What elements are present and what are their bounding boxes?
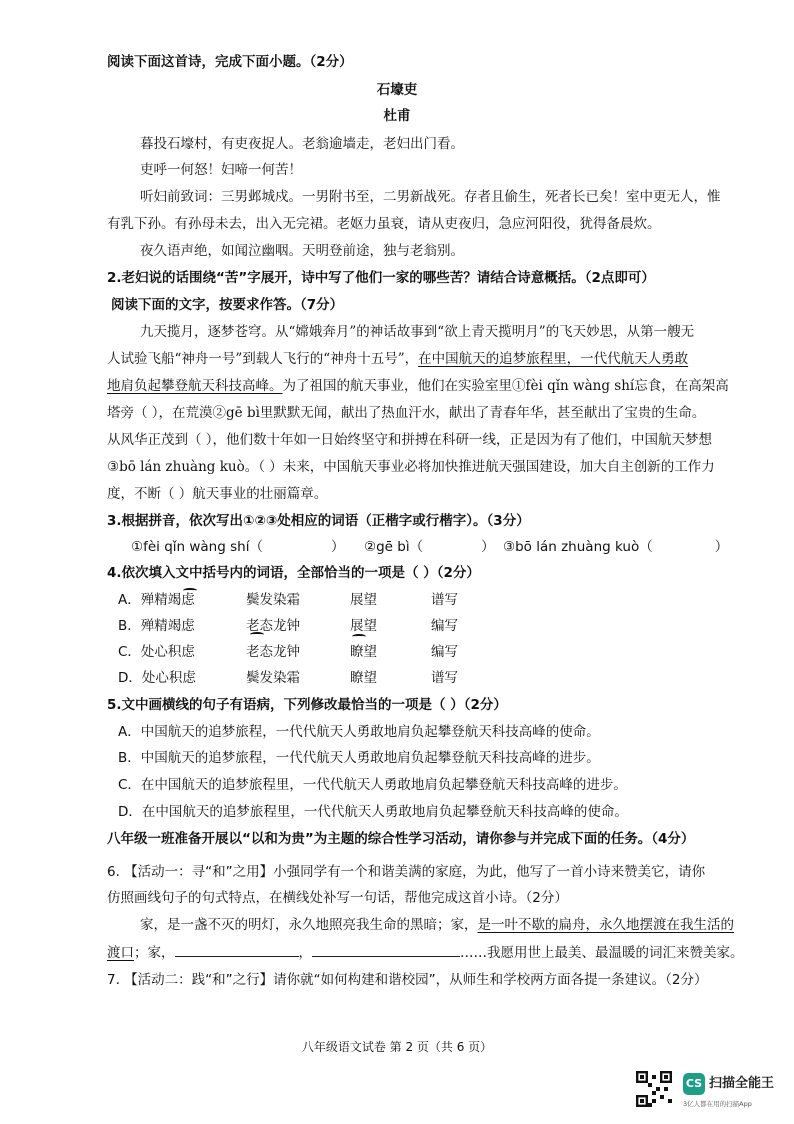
camscanner-logo: CS: [683, 1073, 705, 1095]
underlined-sentence-part-1: 在中国航天的追梦旅程里，一代代航天人勇敢: [418, 351, 689, 367]
q3-blank-1: [131, 537, 344, 557]
poem-line-2: 吏呼一何怒！妇啼一何苦！: [140, 162, 302, 178]
pen-mark: [352, 634, 366, 639]
poem-line-3: 听妇前致词：三男邺城戍。一男附书至，二男新战死。存者且偷生，死者长已矣！室中更无人，惟: [140, 189, 721, 205]
poem-author: 杜甫: [383, 108, 411, 124]
q3-blank-1-close: ）: [330, 539, 345, 555]
qr-code-icon: [636, 1071, 672, 1107]
q4-a-word-4: 谱写: [431, 592, 458, 608]
q4-b-word-1: B．殚精竭虑: [118, 618, 195, 634]
poem-instruction: 阅读下面这首诗，完成下面小题。（2分）: [107, 54, 353, 70]
q4-b-word-3: 展望: [350, 618, 377, 634]
q4-b-word-2: 老态龙钟: [246, 618, 300, 634]
passage-line-2: [107, 349, 688, 369]
passage-line-1: 九天揽月，逐梦苍穹。从“嫦娥奔月”的神话故事到“欲上青天揽明月”的飞天妙思，从第一艘无: [140, 324, 695, 340]
q5-option-b[interactable]: B．中国航天的追梦旅程，一代代航天人勇敢地肩负起攀登航天科技高峰的进步。: [118, 750, 600, 766]
q4-d-word-3: 瞭望: [350, 670, 377, 686]
question-2: 2.老妇说的话围绕“苦”字展开，诗中写了他们一家的哪些苦？请结合诗意概括。（2点即可）: [107, 270, 655, 286]
poem-line-5: 夜久语声绝，如闻泣幽咽。天明登前途，独与老翁别。: [140, 243, 464, 259]
q6-poem-line-2: 渡口；家， ， ……我愿用世上最美、最温暖的词汇来赞美家。: [107, 942, 744, 963]
q5-option-a[interactable]: A．中国航天的追梦旅程，一代代航天人勇敢地肩负起攀登航天科技高峰的使命。: [118, 724, 600, 740]
q6-answer-blank-2[interactable]: [312, 942, 460, 957]
q4-a-word-2: 鬓发染霜: [246, 592, 300, 608]
q6-poem-text: 家，是一盏不灭的明灯，永久地照亮我生命的黑暗；家，: [140, 917, 478, 933]
question-5: 5.文中画横线的句子有语病，下列修改最恰当的一项是（ ）（2分）: [107, 697, 507, 713]
scanner-brand-name: 扫描全能王: [709, 1076, 775, 1091]
q4-b-word-4: 编写: [431, 618, 458, 634]
q4-c-word-4: 编写: [431, 644, 458, 660]
passage-line-6: ③bō lán zhuàng kuò。（ ）未来，中国航天事业必将加快推进航天强国建设，加大自主创新的工作力: [107, 459, 715, 475]
q5-option-c[interactable]: C．在中国航天的追梦旅程里，一代代航天人勇敢地肩负起攀登航天科技高峰的进步。: [118, 777, 627, 793]
pen-mark: [183, 588, 197, 593]
page-footer: 八年级语文试卷 第 2 页（共 6 页）: [301, 1040, 493, 1054]
passage-line-5: 从风华正茂到（ ），他们数十年如一日始终坚守和拼搏在科研一线，正是因为有了他们，中国航天梦想: [107, 432, 713, 448]
q4-d-word-2: 鬓发染霜: [246, 670, 300, 686]
q6-poem-line-1: [140, 915, 734, 935]
q4-c-word-2: 老态龙钟: [246, 644, 300, 660]
q3-blank-3-label: ③bō lán zhuàng kuò（: [503, 539, 653, 555]
activity-intro: 八年级一班准备开展以“以和为贵”为主题的综合性学习活动，请你参与并完成下面的任务。（4分）: [107, 831, 695, 847]
q6-model-sentence-end: 渡口: [107, 945, 134, 961]
q3-blank-1-label: ①fèi qǐn wàng shí（: [131, 539, 263, 555]
passage-line-4: 塔旁（ ），在荒漠②gē bì里默默无闻，献出了热血汗水，献出了青春年华，甚至献出了宝贵的生命。: [107, 405, 706, 421]
q4-d-word-1: D．处心积虑: [118, 670, 196, 686]
passage-line-7: 度，不断（ ）航天事业的壮丽篇章。: [107, 486, 328, 502]
underlined-sentence-part-2: 地肩负起攀登航天科技高峰。: [107, 378, 283, 394]
q4-c-word-3: 瞭望: [350, 644, 377, 660]
scanner-brand-subtitle: 3亿人都在用的扫描App: [683, 1100, 752, 1108]
question-6-line-1: 6. 【活动一：寻“和”之用】小强同学有一个和谐美满的家庭，为此，他写了一首小诗来赞美它，请你: [107, 864, 706, 880]
q3-blank-2-close: ）: [481, 539, 495, 555]
q6-answer-blank-1[interactable]: [175, 942, 299, 957]
question-6-line-2: 仿照画线句子的句式特点，在横线处补写一句话，帮他完成这首小诗。（2分）: [107, 890, 568, 906]
passage-instruction: 阅读下面的文字，按要求作答。（7分）: [111, 297, 344, 313]
poem-line-1: 暮投石壕村，有吏夜捉人。老翁逾墙走，老妇出门看。: [140, 136, 464, 152]
question-3: 3.根据拼音，依次写出①②③处相应的词语（正楷字或行楷字）。（3分）: [107, 513, 530, 529]
q6-poem-prefix: ；家，: [134, 945, 175, 961]
q4-c-word-1: C．处心积虑: [118, 644, 195, 660]
passage-line-3: [107, 376, 729, 396]
question-7: 7. 【活动二：践“和”之行】请你就“如何构建和谐校园”，从师生和学校两方面各提一条建议。（2分）: [107, 972, 708, 988]
q4-a-word-1: A．殚精竭虑: [118, 592, 195, 608]
passage-line-3-text: 为了祖国的航天事业，他们在实验室里①fèi qǐn wàng shí忘食，在高架高: [282, 378, 729, 394]
poem-line-4: 有乳下孙。有孙母未去，出入无完裙。老妪力虽衰，请从吏夜归，急应河阳役，犹得备晨炊。: [107, 216, 661, 232]
poem-title: 石壕吏: [376, 82, 418, 98]
passage-line-2-text: 人试验飞船“神舟一号”到载人飞行的“神舟十五号”，: [107, 351, 419, 367]
q6-poem-ending: ……我愿用世上最美、最温暖的词汇来赞美家。: [460, 945, 744, 961]
q3-blank-2: [364, 537, 495, 557]
q3-blank-2-label: ②gē bì（: [364, 539, 424, 555]
pen-mark: [250, 632, 264, 637]
q6-model-sentence: 是一叶不歇的扁舟，永久地摆渡在我生活的: [477, 917, 734, 933]
q4-a-word-3: 展望: [350, 592, 377, 608]
q3-blank-3: [503, 537, 728, 557]
question-4: 4.依次填入文中括号内的词语，全部恰当的一项是（ ）（2分）: [107, 565, 480, 581]
q4-d-word-4: 谱写: [431, 670, 458, 686]
q3-blank-3-close: ）: [714, 539, 729, 555]
q5-option-d[interactable]: D．在中国航天的追梦旅程里，一代代航天人勇敢地肩负起攀登航天科技高峰的使命。: [118, 804, 628, 820]
